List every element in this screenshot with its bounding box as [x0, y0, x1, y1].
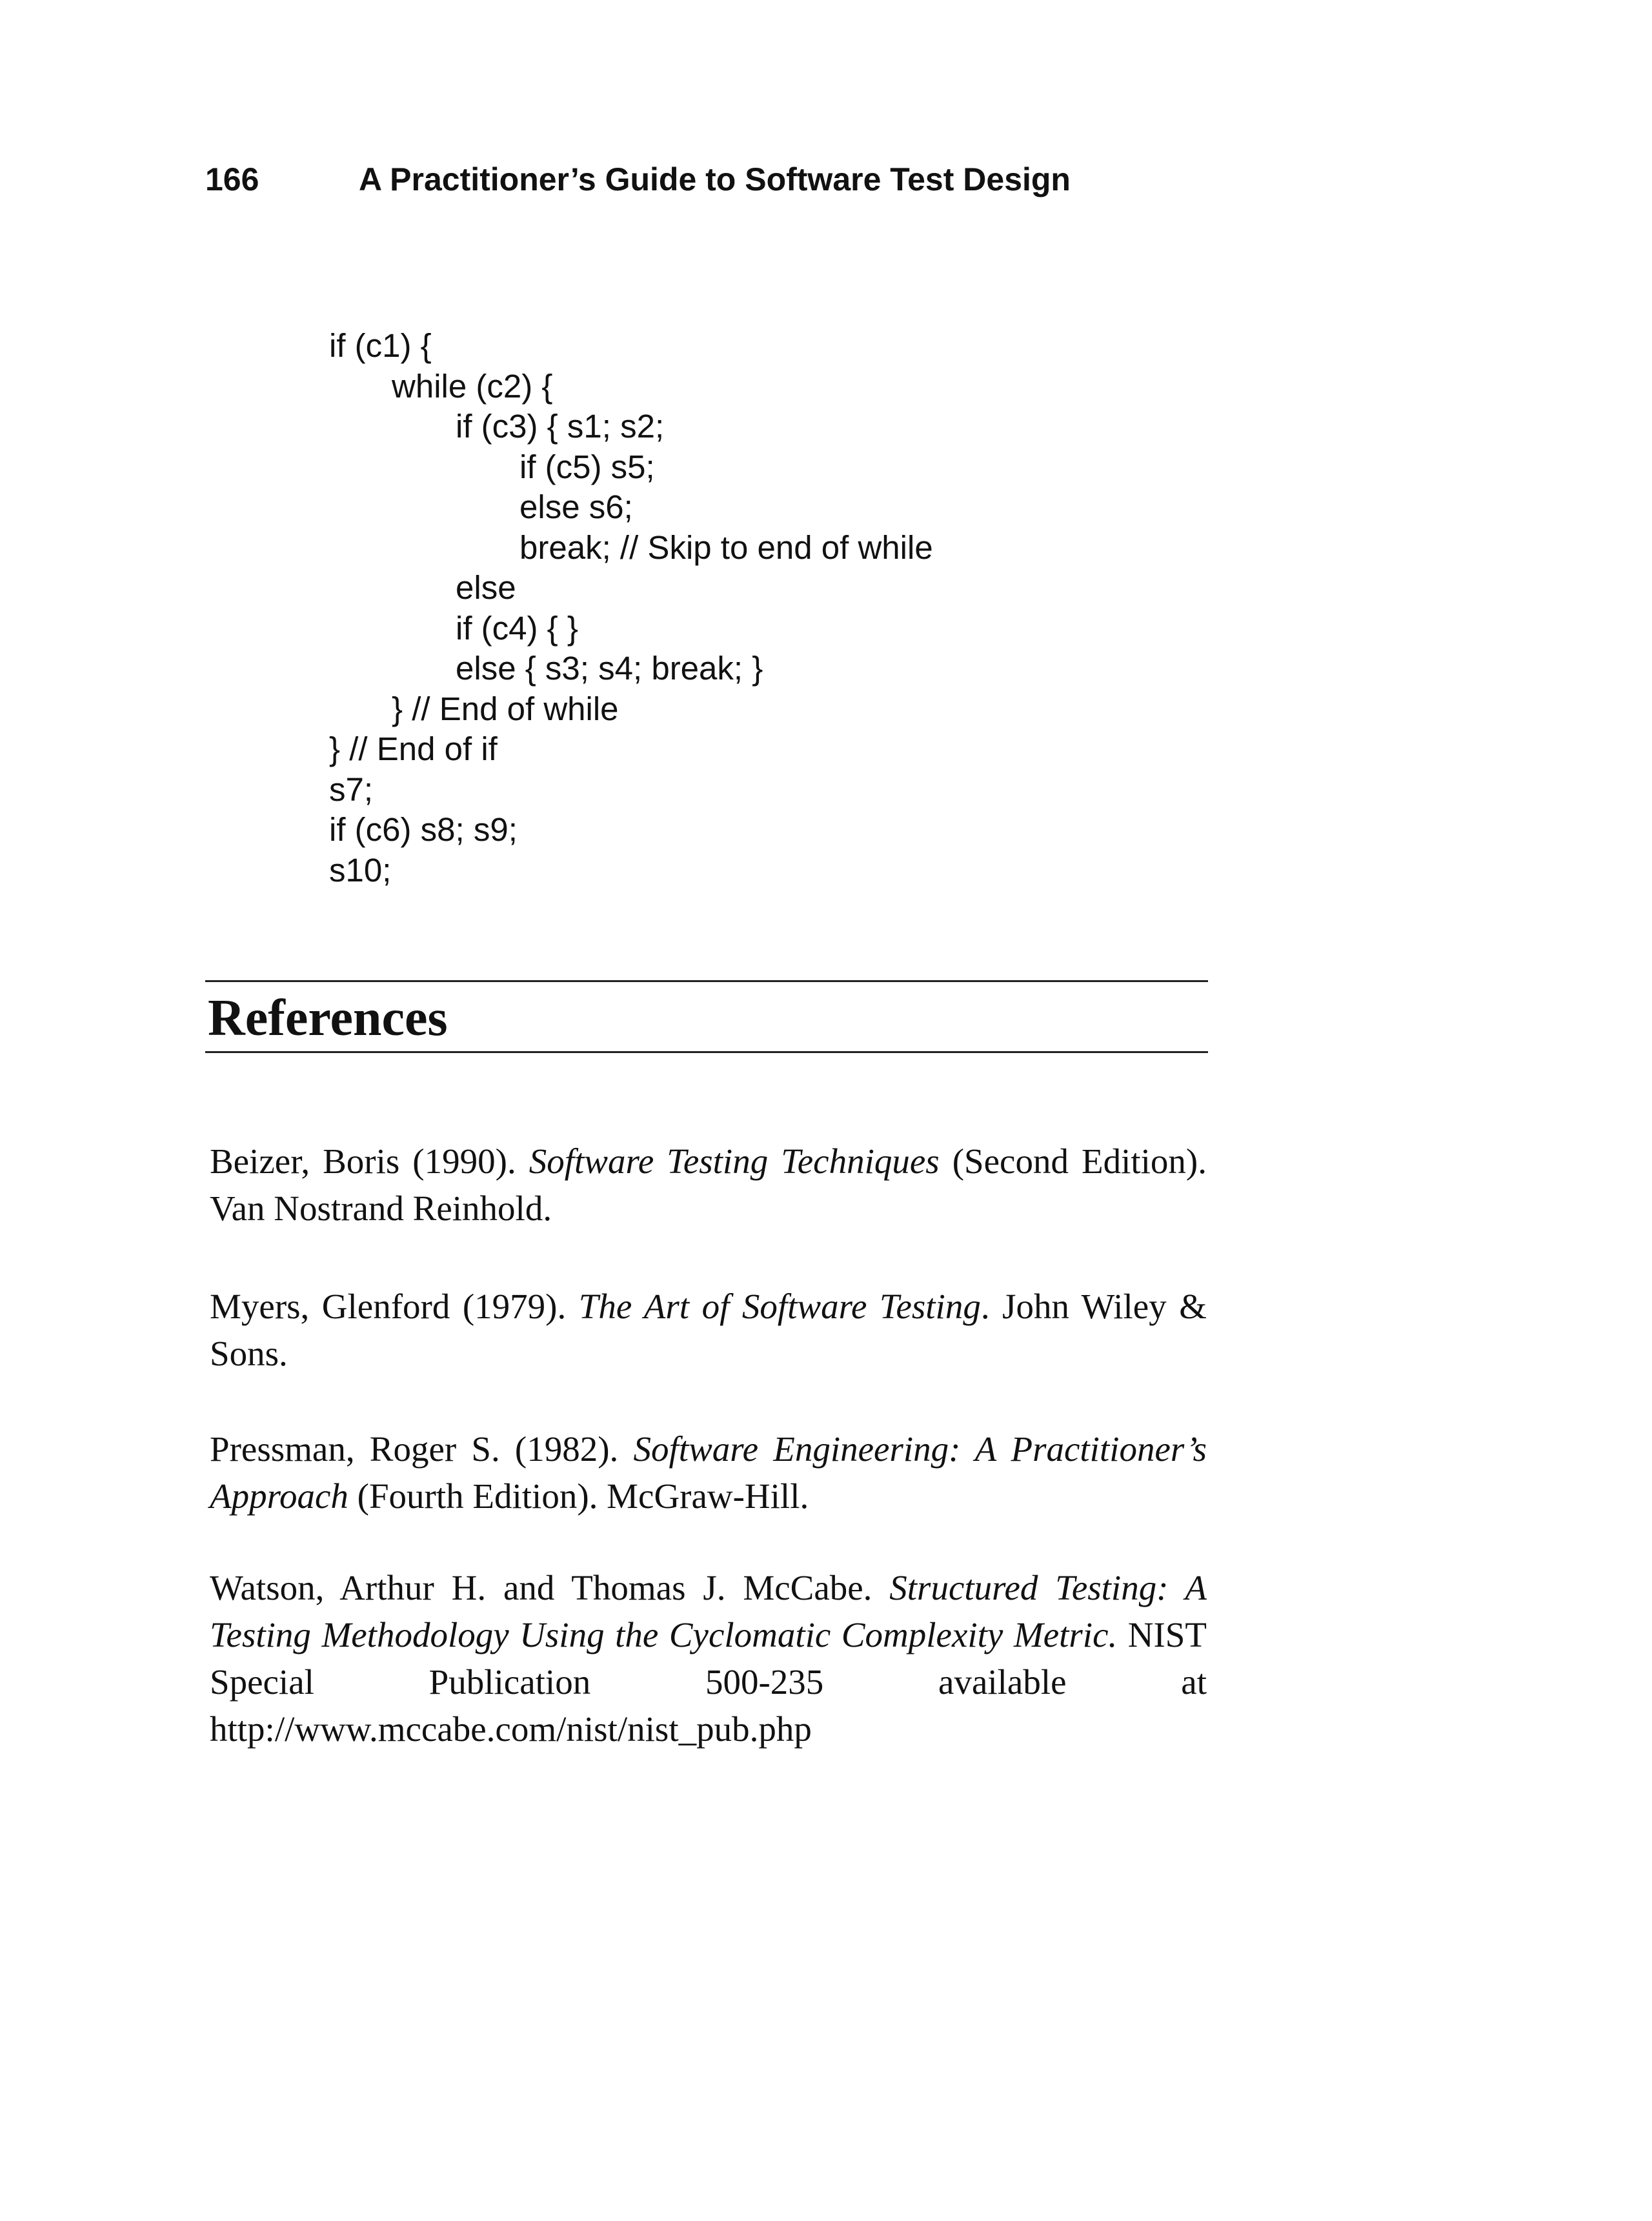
- references-heading: References: [208, 990, 448, 1047]
- reference-details: (Second Edition). Van Nostrand Reinhold.: [210, 1141, 1207, 1228]
- reference-authors: Pressman, Roger S. (1982).: [210, 1429, 634, 1469]
- reference-entry: [210, 1425, 1207, 1520]
- reference-entry: [210, 1138, 1207, 1232]
- code-line: } // End of while: [392, 690, 619, 727]
- reference-title: The Art of Software Testing: [578, 1287, 981, 1326]
- running-head: [205, 160, 1071, 199]
- reference-details: (Fourth Edition). McGraw-Hill.: [348, 1476, 809, 1516]
- book-title: A Practitioner’s Guide to Software Test Design: [359, 161, 1071, 197]
- heading-rule-bottom: [205, 1051, 1208, 1053]
- reference-title: Software Engineering: A Practitioner’s Approach: [210, 1429, 1207, 1516]
- reference-details: NIST Special Publication 500-235 available at http://www.mccabe.com/nist/nist_pub.php: [210, 1615, 1207, 1749]
- page-number: 166: [205, 161, 259, 197]
- reference-authors: Watson, Arthur H. and Thomas J. McCabe.: [210, 1568, 890, 1607]
- code-line: if (c3) { s1; s2;: [456, 408, 665, 445]
- heading-rule-top: [205, 980, 1208, 982]
- code-line: while (c2) {: [392, 367, 553, 405]
- reference-title: Structured Testing: A Testing Methodology Using the Cyclomatic Complexity Metric.: [210, 1568, 1207, 1654]
- reference-title: Software Testing Techniques: [529, 1141, 940, 1181]
- code-listing: [329, 326, 933, 890]
- code-line: else { s3; s4; break; }: [456, 650, 763, 687]
- reference-entry: [210, 1283, 1207, 1377]
- reference-authors: Beizer, Boris (1990).: [210, 1141, 529, 1181]
- code-line: } // End of if: [329, 730, 498, 767]
- code-line: else: [456, 569, 516, 606]
- reference-authors: Myers, Glenford (1979).: [210, 1287, 579, 1326]
- code-line: else s6;: [519, 488, 633, 525]
- code-line: if (c5) s5;: [519, 448, 655, 485]
- reference-details: . John Wiley & Sons.: [210, 1287, 1207, 1373]
- code-line: if (c4) { }: [456, 609, 578, 647]
- code-line: if (c6) s8; s9;: [329, 811, 518, 848]
- code-line: if (c1) {: [329, 327, 432, 364]
- code-line: break; // Skip to end of while: [519, 528, 933, 566]
- code-line: s7;: [329, 770, 374, 808]
- reference-entry: [210, 1564, 1207, 1753]
- code-line: s10;: [329, 851, 392, 889]
